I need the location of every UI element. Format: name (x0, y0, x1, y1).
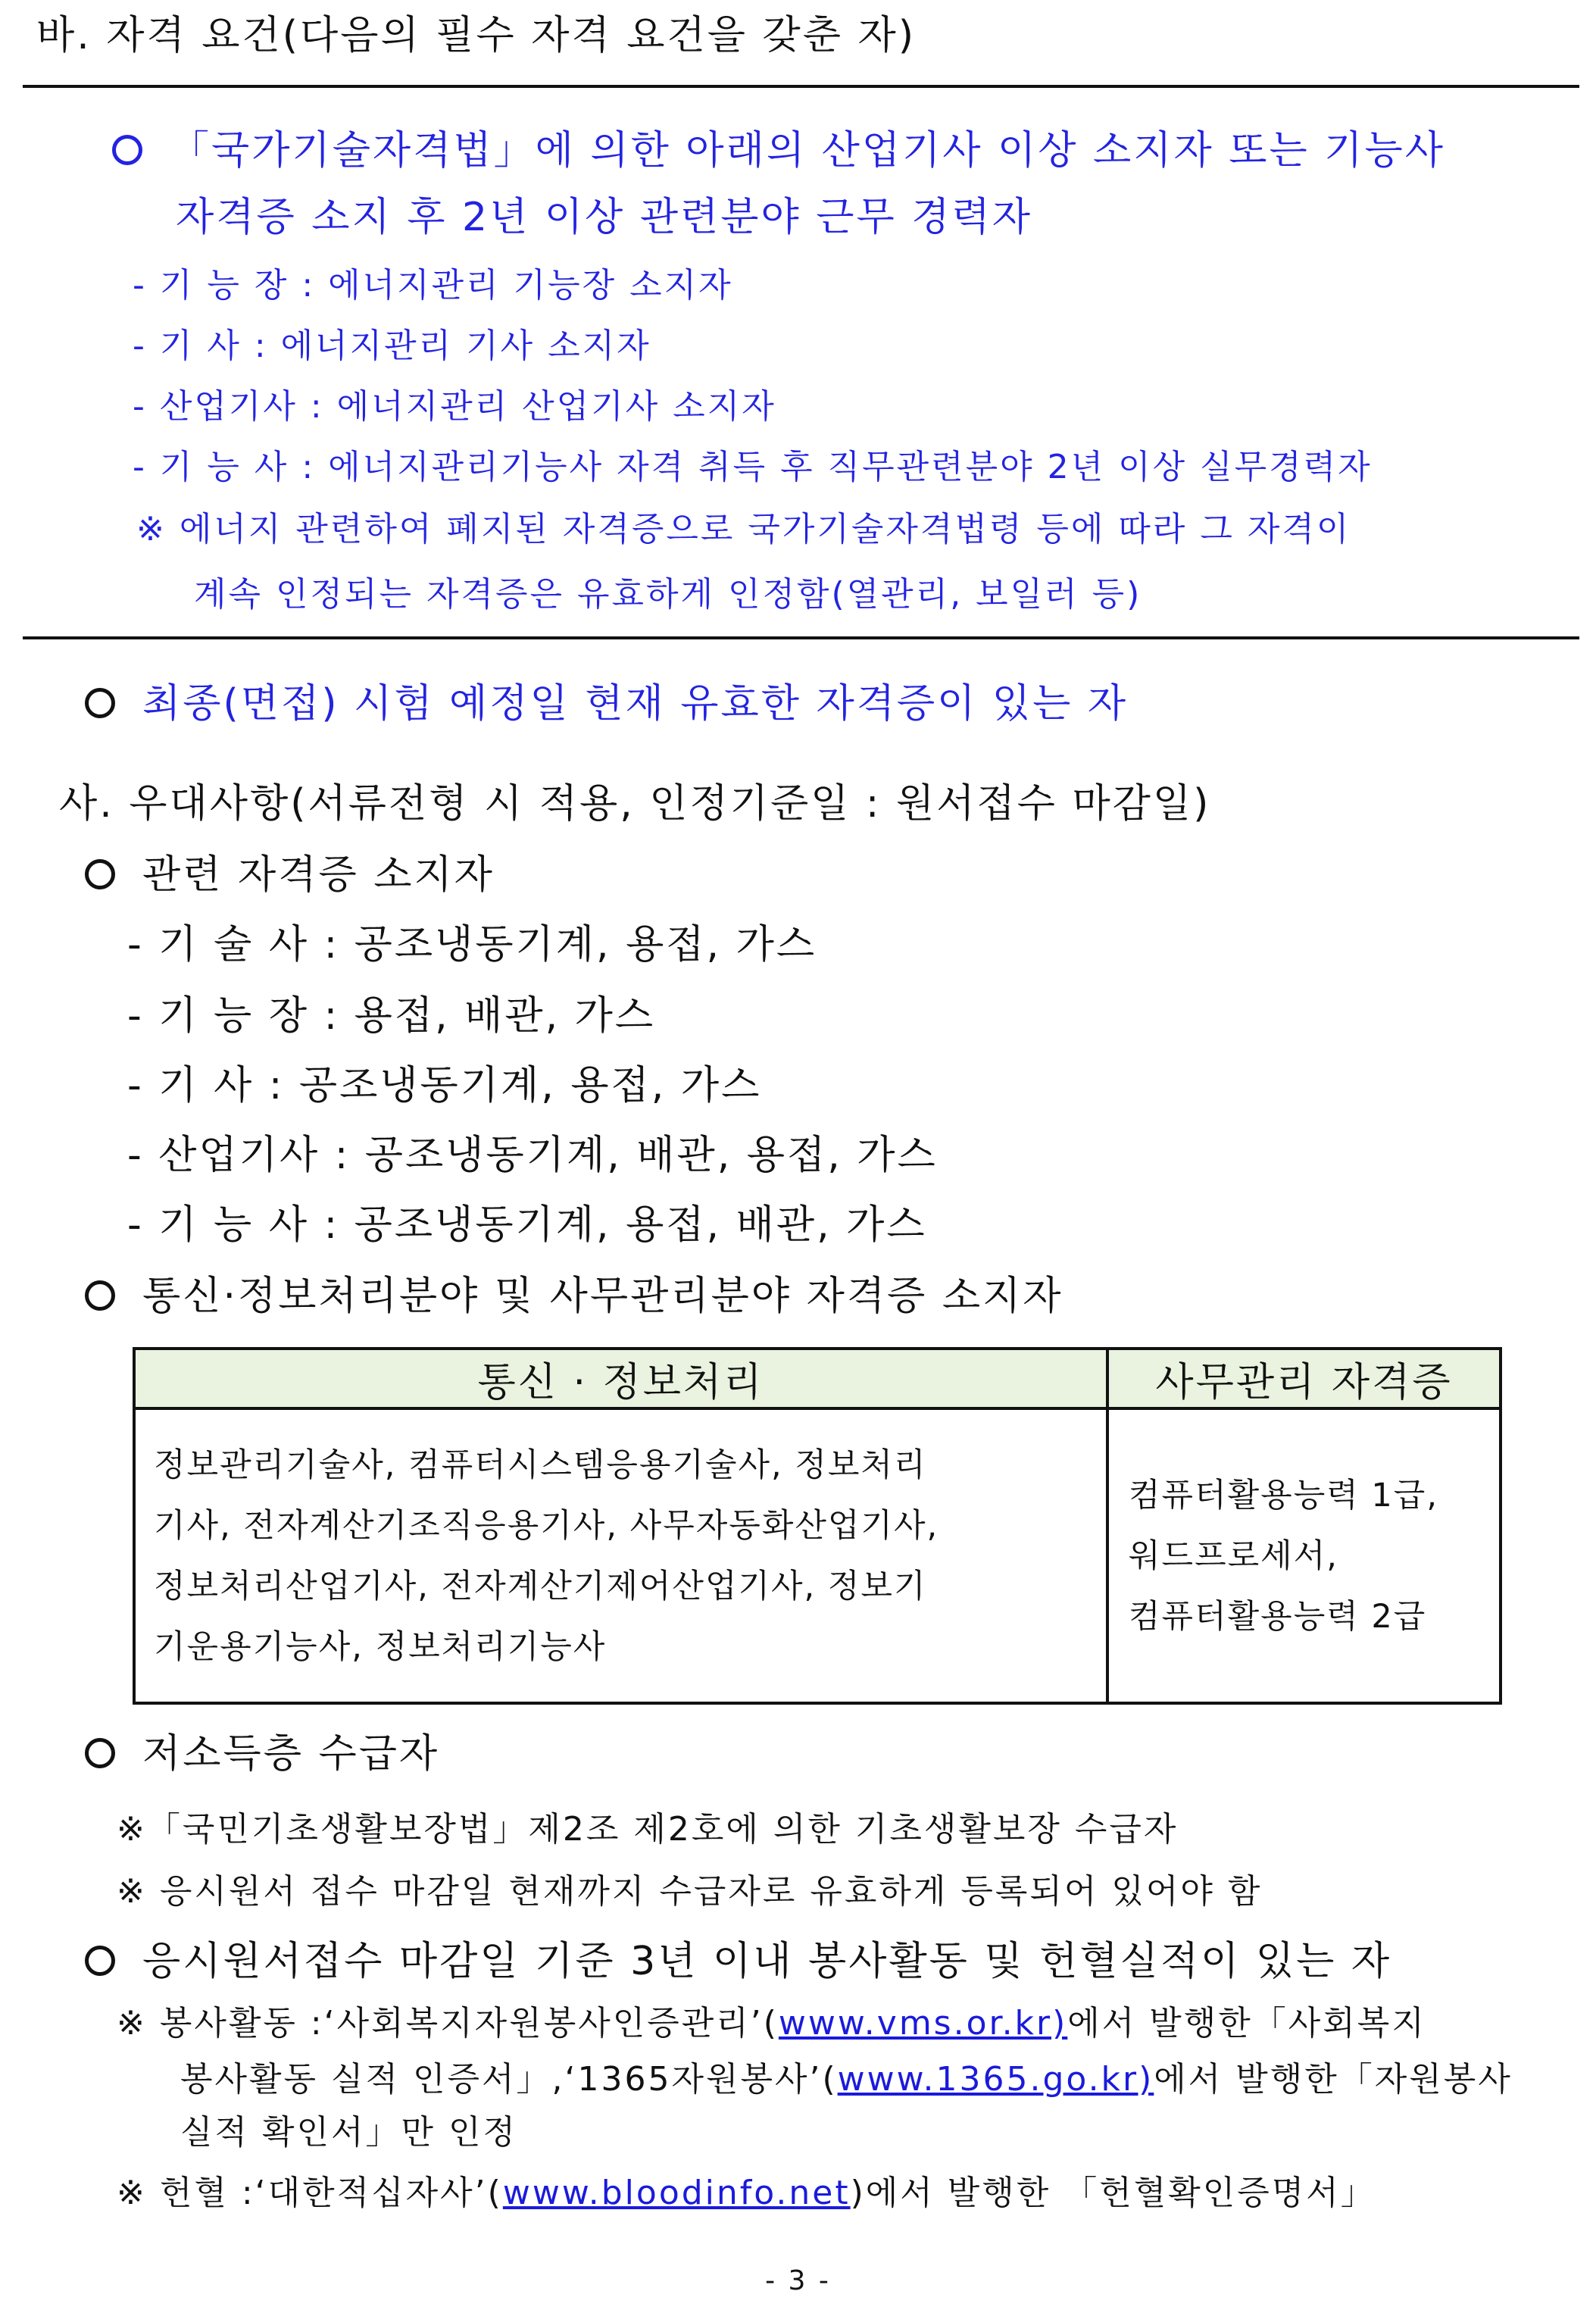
circle-bullet-icon (85, 859, 115, 889)
table-cell-line: 컴퓨터활용능력 1급, (1129, 1476, 1438, 1514)
table-cell-line: 컴퓨터활용능력 2급 (1129, 1597, 1427, 1636)
related-cert-item: - 기 능 장 : 용접, 배관, 가스 (127, 993, 656, 1039)
divider-bottom (23, 636, 1579, 639)
requirement-heading-line1: 「국가기술자격법」에 의한 아래의 산업기사 이상 소지자 또는 기능사 (112, 118, 1445, 175)
table-cell-office (1107, 1408, 1501, 1703)
table-cell-line: 워드프로세서, (1129, 1536, 1338, 1575)
table-cell-line: 정보처리산업기사, 전자계산기제어산업기사, 정보기 (154, 1567, 927, 1605)
related-cert-item: - 기 술 사 : 공조냉동기계, 용접, 가스 (127, 922, 817, 967)
table-header-it: 통신 · 정보처리 (134, 1349, 1107, 1408)
related-cert-item: - 기 능 사 : 공조냉동기계, 용접, 배관, 가스 (127, 1202, 927, 1248)
table-cell-line: 기사, 전자계산기조직응용기사, 사무자동화산업기사, (154, 1506, 939, 1545)
related-cert-item: - 기 사 : 공조냉동기계, 용접, 가스 (127, 1063, 762, 1108)
related-cert-item: - 산업기사 : 공조냉동기계, 배관, 용접, 가스 (127, 1133, 938, 1178)
related-cert-heading: 관련 자격증 소지자 (85, 842, 495, 899)
requirement-item: - 기 능 장 : 에너지관리 기능장 소지자 (133, 266, 733, 305)
requirement-item: - 산업기사 : 에너지관리 산업기사 소지자 (133, 387, 776, 426)
circle-bullet-icon (85, 1738, 115, 1768)
section-sa-title: 사. 우대사항(서류전형 시 적용, 인정기준일 : 원서접수 마감일) (59, 781, 1211, 827)
low-income-heading: 저소득층 수급자 (85, 1721, 439, 1778)
requirement-item: - 기 능 사 : 에너지관리기능사 자격 취득 후 직무관련분야 2년 이상 실무경력자 (133, 448, 1373, 486)
blood-note: ※ 헌혈 :‘대한적십자사’(www.bloodinfo.net)에서 발행한 「헌혈확인증명서」 (117, 2174, 1376, 2212)
it-cert-heading: 통신·정보처리분야 및 사무관리분야 자격증 소지자 (85, 1264, 1063, 1321)
cert-table (133, 1347, 1502, 1705)
table-cell-line: 기운용기능사, 정보처리기능사 (154, 1627, 607, 1666)
low-income-note: ※「국민기초생활보장법」제2조 제2호에 의한 기초생활보장 수급자 (117, 1810, 1179, 1849)
low-income-note: ※ 응시원서 접수 마감일 현재까지 수급자로 유효하게 등록되어 있어야 함 (117, 1872, 1263, 1911)
requirement-item: - 기 사 : 에너지관리 기사 소지자 (133, 327, 651, 365)
volunteer-note-line1: ※ 봉사활동 :‘사회복지자원봉사인증관리’(www.vms.or.kr)에서 발행한「사회복지 (117, 2004, 1426, 2043)
requirement-heading-line2: 자격증 소지 후 2년 이상 관련분야 근무 경력자 (176, 195, 1032, 240)
page-number: - 3 - (765, 2265, 831, 2296)
requirement-note-line2: 계속 인정되는 자격증은 유효하게 인정함(열관리, 보일러 등) (194, 575, 1142, 614)
1365-link[interactable]: www.1365.go.kr) (837, 2060, 1154, 2099)
vms-link[interactable]: www.vms.or.kr) (778, 2004, 1068, 2043)
requirement-note-line1: ※ 에너지 관련하여 폐지된 자격증으로 국가기술자격법령 등에 따라 그 자격이 (136, 510, 1351, 549)
circle-bullet-icon (85, 1280, 115, 1311)
bloodinfo-link[interactable]: www.bloodinfo.net (502, 2174, 851, 2212)
volunteer-heading: 응시원서접수 마감일 기준 3년 이내 봉사활동 및 헌혈실적이 있는 자 (85, 1929, 1391, 1986)
circle-bullet-icon (85, 688, 115, 718)
volunteer-note-line3: 실적 확인서」만 인정 (180, 2113, 518, 2152)
table-cell-it (134, 1408, 1107, 1703)
table-cell-line: 정보관리기술사, 컴퓨터시스템응용기술사, 정보처리 (154, 1446, 927, 1484)
circle-bullet-icon (112, 135, 142, 165)
divider-top (23, 85, 1579, 88)
volunteer-note-line2: 봉사활동 실적 인증서」,‘1365자원봉사’(www.1365.go.kr)에서 발행한「자원봉사 (180, 2060, 1513, 2099)
final-condition: 최종(면접) 시험 예정일 현재 유효한 자격증이 있는 자 (85, 671, 1128, 728)
section-ba-title: 바. 자격 요건(다음의 필수 자격 요건을 갖춘 자) (36, 13, 916, 58)
table-header-office: 사무관리 자격증 (1107, 1349, 1501, 1408)
circle-bullet-icon (85, 1946, 115, 1976)
